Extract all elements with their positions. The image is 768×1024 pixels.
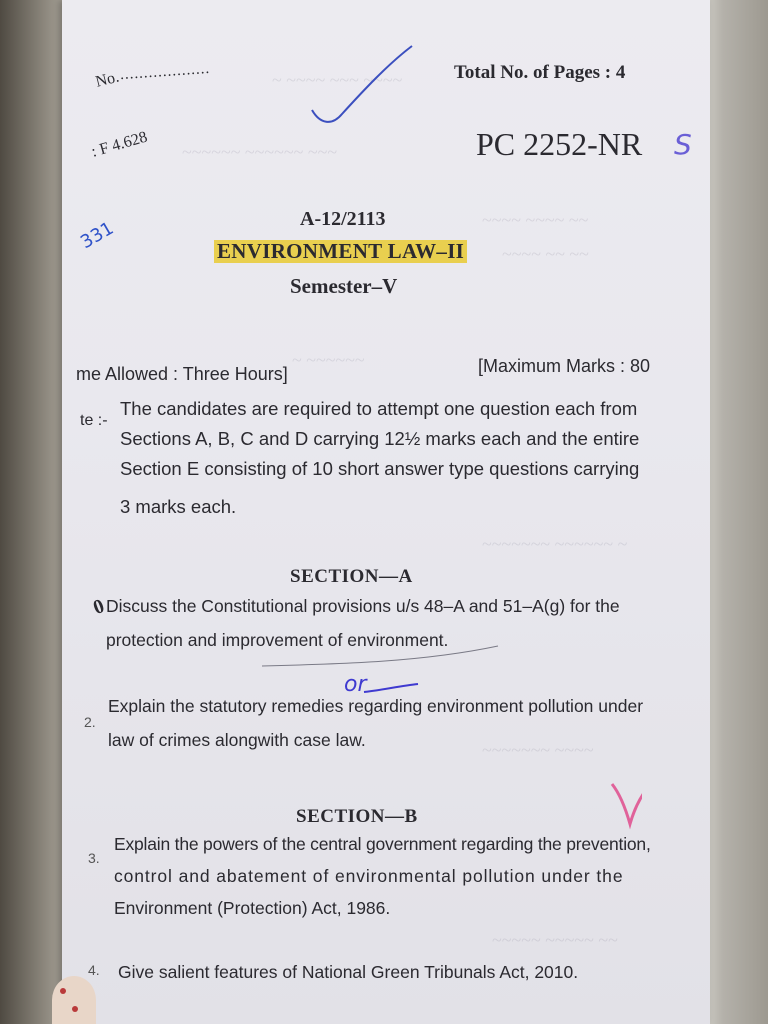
question-3-number: 3. (88, 850, 100, 866)
check-mark-icon (302, 40, 422, 130)
underline-mark (262, 640, 502, 670)
serial-no-dots: ................... (119, 60, 211, 84)
question-3-line: Explain the powers of the central government regarding the prevention, (114, 834, 651, 854)
question-2-line: Explain the statutory remedies regarding environment pollution under (108, 696, 644, 716)
question-2-line: law of crimes alongwith case law. (108, 730, 366, 750)
section-b-title: SECTION—B (296, 806, 418, 827)
question-4-number: 4. (88, 962, 100, 978)
subject-title: ENVIRONMENT LAW–II (214, 240, 467, 263)
tick-mark-icon (582, 780, 642, 840)
exam-code: A-12/2113 (300, 208, 386, 230)
show-through-text: ~~~~ ~~ ~~ (502, 244, 589, 264)
exam-paper-page (62, 0, 710, 1024)
question-3-line: Environment (Protection) Act, 1986. (114, 898, 391, 918)
show-through-text: ~ ~~~~ ~~~ ~~~~ (272, 70, 403, 90)
show-through-text: ~~~~~~~ ~~~~ (482, 740, 594, 760)
dot-decoration (72, 1006, 78, 1012)
maximum-marks: [Maximum Marks : 80 (478, 356, 651, 376)
question-1-line: protection and improvement of environment. (106, 630, 449, 650)
question-4-line: Give salient features of National Green Tribunals Act, 2010. (118, 962, 579, 982)
semester-label: Semester–V (290, 274, 398, 298)
question-mark-handwritten: 0 (90, 594, 108, 620)
fabric-decoration (52, 976, 96, 1024)
section-a-title: SECTION—A (290, 566, 413, 587)
or-handwritten: or (344, 672, 367, 697)
question-1-line: Discuss the Constitutional provisions u/s 48–A and 51–A(g) for the (106, 596, 620, 616)
show-through-text: ~ ~~~~~~ (292, 350, 365, 370)
question-3-line: control and abatement of environmental pollution under the (114, 866, 624, 886)
question-2-number: 2. (84, 714, 96, 730)
serial-no-label: No. (93, 68, 121, 91)
note-line: 3 marks each. (120, 496, 237, 517)
roll-fragment: : F 4.628 (89, 128, 150, 161)
note-line: Section E consisting of 10 short answer type questions carrying (120, 458, 640, 479)
show-through-text: ~~~~~~~ ~~~~~~ ~ (482, 534, 628, 554)
dot-decoration (60, 988, 66, 994)
note-line: The candidates are required to attempt one question each from (120, 398, 638, 419)
time-allowed: me Allowed : Three Hours] (76, 364, 288, 384)
show-through-text: ~~~~~ ~~~~~ ~~ (492, 930, 618, 950)
total-pages: Total No. of Pages : 4 (454, 62, 626, 83)
show-through-text: ~~~~~~ ~~~~~~ ~~~ (182, 142, 338, 162)
book-right-edge (704, 0, 768, 1024)
note-label: te :- (80, 412, 108, 429)
handwritten-mark: S (674, 128, 692, 161)
handwritten-number: 331 (77, 217, 118, 254)
show-through-text: ~~~~ ~~~~ ~~ (482, 210, 589, 230)
note-line: Sections A, B, C and D carrying 12½ marks each and the entire (120, 428, 640, 449)
paper-code: PC 2252-NR (476, 126, 643, 162)
